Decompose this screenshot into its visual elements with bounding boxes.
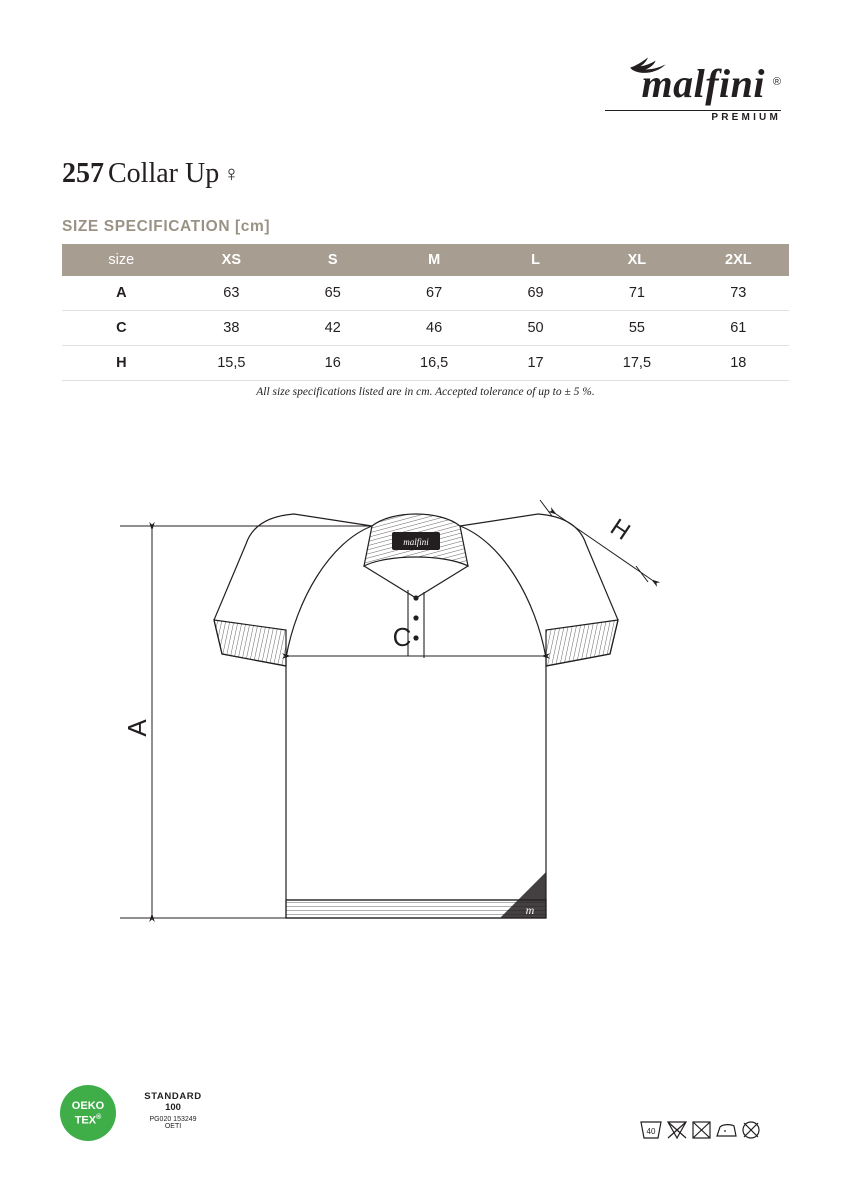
size-spec-heading: SIZE SPECIFICATION [cm]: [62, 218, 271, 235]
oeko-tex-text: [118, 1091, 228, 1130]
page-title: [62, 158, 240, 190]
table-header-s: S: [282, 244, 383, 276]
gender-icon: ♀: [223, 161, 240, 186]
brand-sub: PREMIUM: [711, 112, 781, 123]
oeko-line1: OEKO: [71, 1099, 105, 1112]
do-not-bleach-icon: [668, 1122, 686, 1138]
do-not-dry-clean-icon: [743, 1122, 759, 1138]
table-header-l: L: [485, 244, 586, 276]
table-row: [62, 311, 789, 346]
dimension-h-label: H: [605, 513, 635, 546]
oeko-tex-logo: [60, 1085, 116, 1141]
registered-mark: ®: [772, 76, 781, 88]
product-name: Collar Up: [108, 158, 220, 189]
svg-text:40: 40: [646, 1127, 656, 1136]
bottom-hem: [286, 872, 546, 918]
wash-40-icon: [641, 1122, 661, 1138]
oeko-number: 100: [165, 1102, 181, 1113]
collar: [364, 514, 468, 598]
table-header-xl: XL: [586, 244, 687, 276]
sleeve-cuffs: [214, 620, 618, 666]
logo-divider: [605, 110, 781, 111]
oeko-line2: TEX: [74, 1114, 97, 1127]
brand-logo: [569, 52, 789, 123]
svg-text:malfini: malfini: [403, 537, 429, 547]
cell-c-xl: 55: [586, 311, 687, 346]
cell-h-s: 16: [282, 346, 383, 381]
row-label-h: H: [62, 346, 181, 381]
dimension-c-label: C: [392, 622, 412, 652]
garment-outline: [214, 514, 618, 918]
cell-h-xs: 15,5: [181, 346, 282, 381]
table-header-size: size: [62, 244, 181, 276]
care-instruction-icons: [639, 1114, 789, 1144]
garment-technical-drawing: [0, 470, 849, 970]
svg-text:m: m: [525, 903, 535, 917]
oeko-standard: STANDARD: [144, 1091, 202, 1102]
product-code: 257: [62, 158, 104, 189]
cell-a-m: 67: [383, 276, 484, 311]
cell-c-m: 46: [383, 311, 484, 346]
table-header-xs: XS: [181, 244, 282, 276]
cell-h-2xl: 18: [688, 346, 789, 381]
dimension-a: [120, 526, 372, 918]
oeko-tex-badge: [60, 1085, 202, 1145]
cell-c-l: 50: [485, 311, 586, 346]
table-header-2xl: 2XL: [688, 244, 789, 276]
iron-low-icon: [717, 1125, 736, 1136]
oeko-code: PG020 153249: [149, 1116, 197, 1123]
neck-label-icon: [392, 532, 440, 550]
cell-a-xl: 71: [586, 276, 687, 311]
dimension-h: [540, 500, 652, 582]
brand-wordmark: malfini: [641, 61, 765, 106]
cell-a-s: 65: [282, 276, 383, 311]
cell-a-xs: 63: [181, 276, 282, 311]
tolerance-note: All size specifications listed are in cm. Accepted tolerance of up to ± 5 %.: [256, 386, 595, 398]
cell-h-xl: 17,5: [586, 346, 687, 381]
cell-a-l: 69: [485, 276, 586, 311]
dimension-a-label: A: [122, 719, 152, 737]
cell-c-2xl: 61: [688, 311, 789, 346]
table-row: [62, 276, 789, 311]
cell-h-l: 17: [485, 346, 586, 381]
row-label-a: A: [62, 276, 181, 311]
size-specification-table: [62, 244, 789, 381]
row-label-c: C: [62, 311, 181, 346]
cell-c-s: 42: [282, 311, 383, 346]
table-header-m: M: [383, 244, 484, 276]
cell-a-2xl: 73: [688, 276, 789, 311]
oeko-institute: OETI: [164, 1123, 182, 1130]
table-row: [62, 346, 789, 381]
oeko-sup: ®: [96, 1113, 102, 1121]
table-header-row: [62, 244, 789, 276]
do-not-tumble-dry-icon: [693, 1122, 710, 1138]
cell-c-xs: 38: [181, 311, 282, 346]
cell-h-m: 16,5: [383, 346, 484, 381]
